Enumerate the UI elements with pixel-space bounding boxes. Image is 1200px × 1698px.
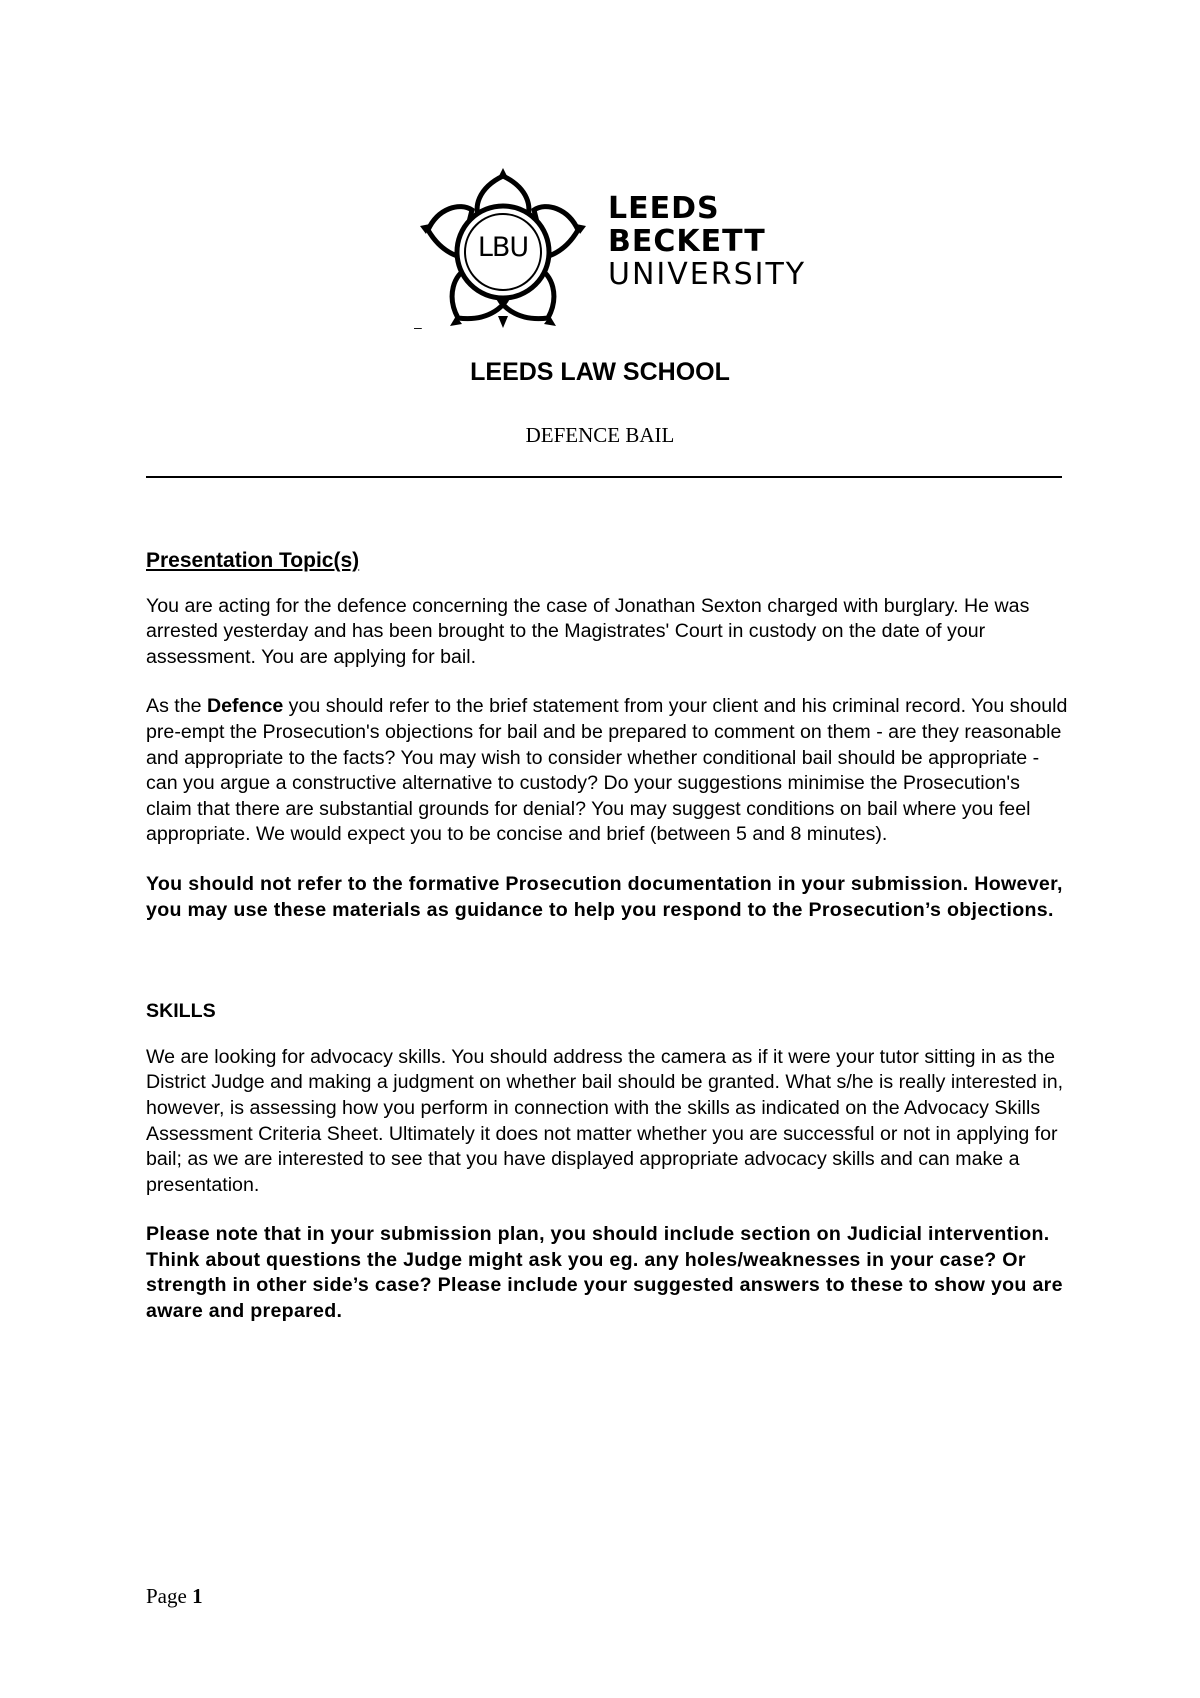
para2-rest: you should refer to the brief statement from your client and his criminal record. You should pre-empt the Prosecution's objections for bail and be prepared to comment on them - are they reasonable and appropriate to the facts? You may wish to consider whether conditional bail should be appropriate - can you argue a constructive alternative to custody? Do your suggestions minimise the Prosecution's claim that there are substantial grounds for denial? You may suggest conditions on bail where you feel appropriate. We would expect you to be concise and brief (between 5 and 8 minutes). xyxy=(146,695,1068,846)
logo-line-leeds: LEEDS xyxy=(608,191,720,226)
skills-paragraph-2: Please note that in your submission plan, you should include section on Judicial intervention. Think about questions the Judge might ask you eg. any holes/weaknesses in your case? Or strength in other side’s case? Please include your suggested answers to these to show you are aware and prepared. xyxy=(146,1223,1063,1323)
page-footer xyxy=(146,1583,203,1609)
presentation-paragraph-1: You are acting for the defence concerning the case of Jonathan Sexton charged with burglary. He was arrested yesterday and has been brought to the Magistrates' Court in custody on the date of your assessment. You are applying for bail. xyxy=(146,594,1030,668)
para2-prefix: As the xyxy=(146,695,207,718)
logo-line-university: UNIVERSITY xyxy=(608,257,807,292)
logo-wordmark xyxy=(608,191,807,293)
page-number: 1 xyxy=(192,1584,203,1608)
header-divider xyxy=(146,476,1062,478)
logo-line-beckett: BECKETT xyxy=(608,224,766,259)
skills-heading: SKILLS xyxy=(146,1000,216,1023)
presentation-paragraph-2 xyxy=(146,694,1071,848)
skills-paragraph-1: We are looking for advocacy skills. You should address the camera as if it were your tutor sitting in as the District Judge and making a judgment on whether bail should be granted. What s/he is really interested in, however, is assessing how you perform in connection with the skills as indicated on the Advocacy Skills Assessment Criteria Sheet. Ultimately it does not matter whether you are successful or not in applying for bail; as we are interested to see that you have displayed appropriate advocacy skills and can make a presentation. xyxy=(146,1045,1064,1196)
document-subtitle: DEFENCE BAIL xyxy=(525,423,675,447)
section-spacer xyxy=(146,947,1071,999)
school-title: LEEDS LAW SCHOOL xyxy=(470,358,730,386)
university-logo xyxy=(418,168,807,328)
stray-mark: – xyxy=(414,319,422,335)
para2-bold-defence: Defence xyxy=(207,695,284,718)
page-label: Page xyxy=(146,1584,187,1608)
document-body xyxy=(146,548,1071,1349)
seal-letters: LBU xyxy=(477,232,529,263)
presentation-heading: Presentation Topic(s) xyxy=(146,549,360,572)
presentation-paragraph-3: You should not refer to the formative Prosecution documentation in your submission. However, you may use these materials as guidance to help you respond to the Prosecution’s objections. xyxy=(146,872,1063,921)
